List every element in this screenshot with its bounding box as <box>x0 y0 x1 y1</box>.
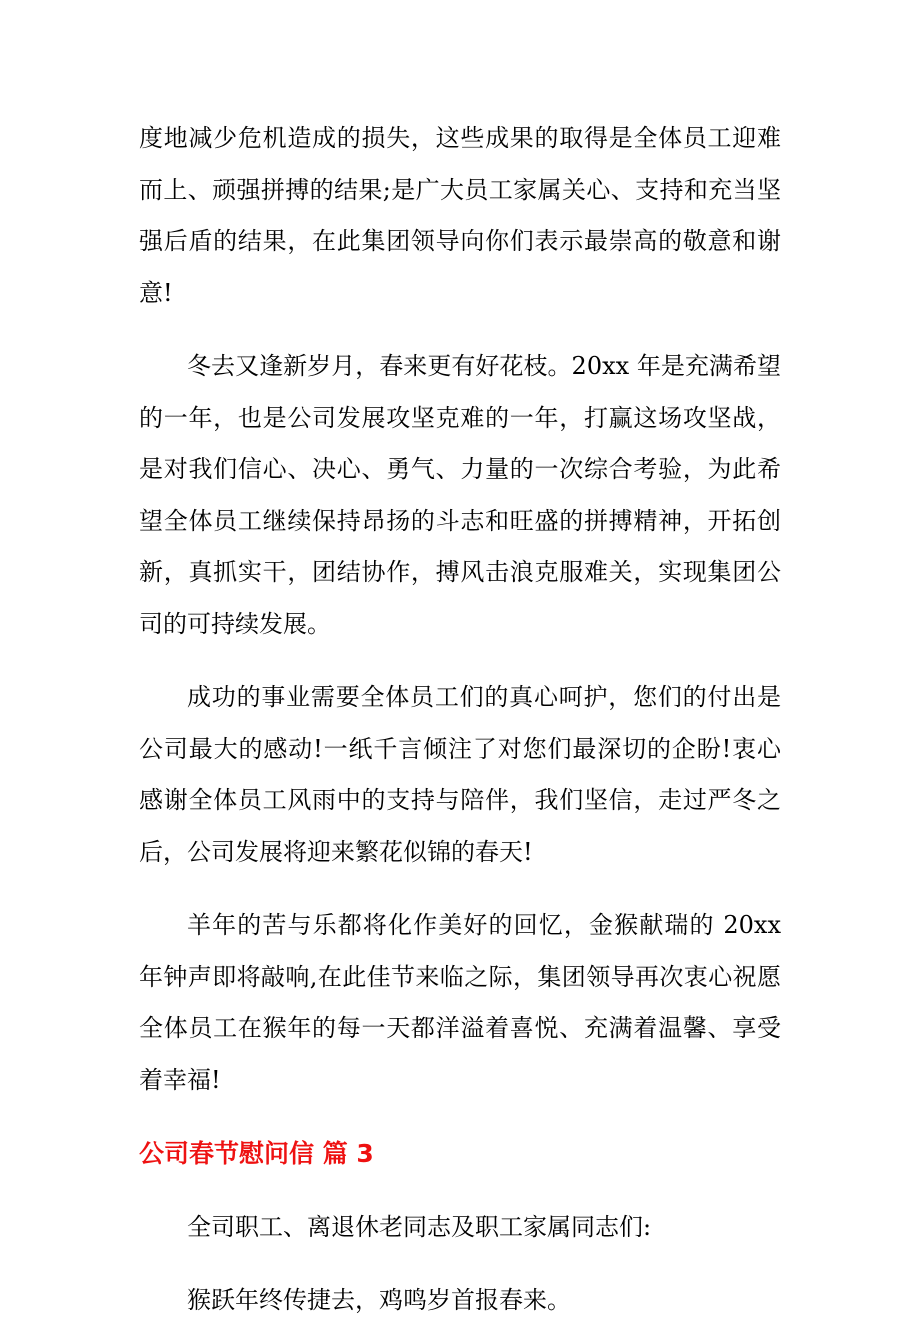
section-heading: 公司春节慰问信 篇 3 <box>139 1139 374 1168</box>
paragraph-continuation: 度地减少危机造成的损失，这些成果的取得是全体员工迎难而上、顽强拼搏的结果;是广大员工家属关心、支持和充当坚强后盾的结果，在此集团领导向你们表示最崇高的敬意和谢意! <box>139 124 781 307</box>
paragraph-gratitude: 成功的事业需要全体员工们的真心呵护，您们的付出是公司最大的感动!一纸千言倾注了对您们最深切的企盼!衷心感谢全体员工风雨中的支持与陪伴，我们坚信，走过严冬之后，公司发展将迎来繁花似锦的春天! <box>139 683 781 866</box>
opening-line: 猴跃年终传捷去，鸡鸣岁首报春来。 <box>187 1286 571 1314</box>
paragraph-greetings: 羊年的苦与乐都将化作美好的回忆，金猴献瑞的 20xx 年钟声即将敲响,在此佳节来临之际，集团领导再次衷心祝愿全体员工在猴年的每一天都洋溢着喜悦、充满着温馨、享受着幸福! <box>139 911 781 1094</box>
paragraph-new-year-outlook: 冬去又逢新岁月，春来更有好花枝。20xx 年是充满希望的一年，也是公司发展攻坚克难的一年，打赢这场攻坚战，是对我们信心、决心、勇气、力量的一次综合考验，为此希望全体员工继续保持昂扬的斗志和旺盛的拼搏精神，开拓创新，真抓实干，团结协作，搏风击浪克服难关，实现集团公司的可持续发展。 <box>139 352 781 638</box>
document-body <box>139 113 781 1327</box>
salutation-line: 全司职工、离退休老同志及职工家属同志们: <box>187 1212 652 1241</box>
